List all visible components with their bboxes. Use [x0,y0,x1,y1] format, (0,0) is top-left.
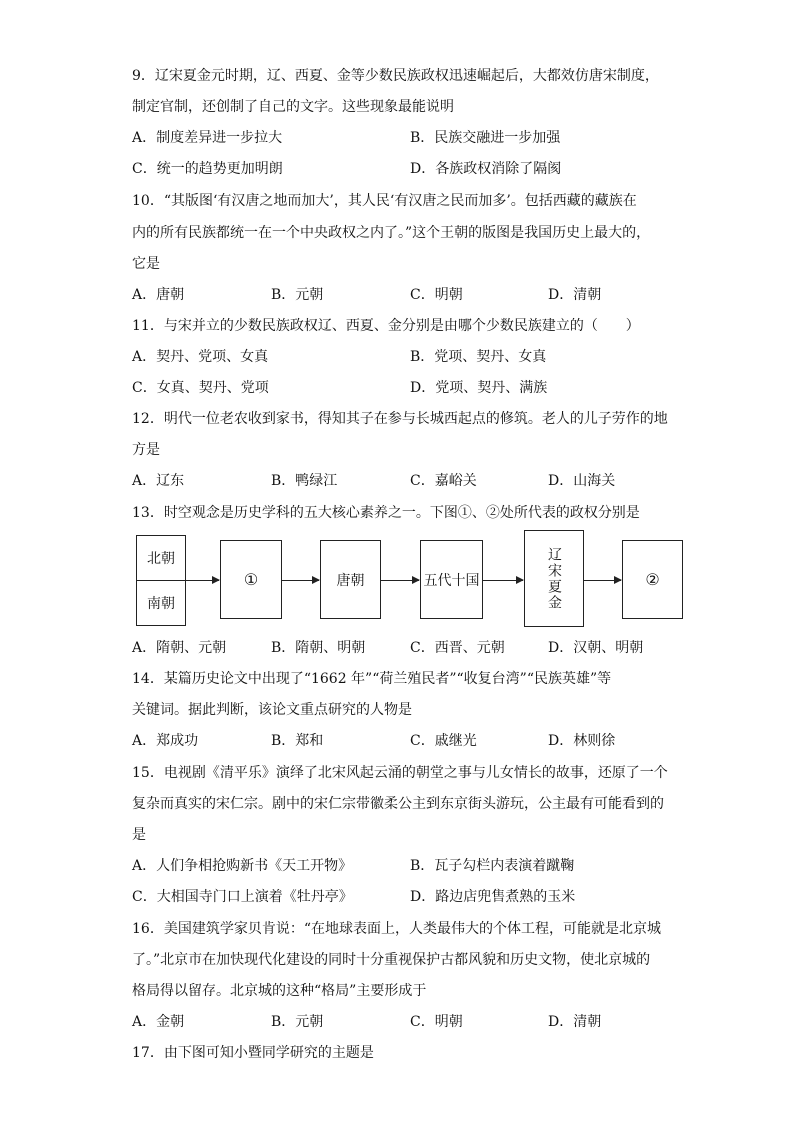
q15-stem-line2: 复杂而真实的宋仁宗。剧中的宋仁宗带徽柔公主到东京街头游玩，公主最有可能看到的 [132,796,664,812]
box-liao-song-xia-jin-label: 辽宋夏金 [546,546,562,611]
q14-option-b[interactable]: B．郑和 [271,733,324,749]
q10-option-d[interactable]: D．清朝 [548,287,602,303]
arrow-right-icon [483,580,523,581]
box-liao-song-xia-jin [524,530,584,627]
q13-option-d[interactable]: D．汉朝、明朝 [548,640,644,656]
q16-option-c[interactable]: C．明朝 [410,1014,463,1030]
q16-option-b[interactable]: B．元朝 [271,1014,324,1030]
q11-option-d[interactable]: D．党项、契丹、满族 [410,380,548,396]
north-south-dynasties-box [136,535,186,626]
q11-option-b[interactable]: B．党项、契丹、女真 [410,349,547,365]
q12-stem-line1: 12．明代一位老农收到家书，得知其子在参与长城西起点的修筑。老人的儿子劳作的地 [132,411,668,427]
q9-option-c[interactable]: C．统一的趋势更加明朗 [132,161,283,177]
box-northern-dynasties: 北朝 [147,551,175,567]
q11-stem-line1: 11．与宋并立的少数民族政权辽、西夏、金分别是由哪个少数民族建立的（ ） [132,318,640,334]
q10-option-c[interactable]: C．明朝 [410,287,463,303]
q16-option-d[interactable]: D．清朝 [548,1014,602,1030]
box-southern-dynasties: 南朝 [147,596,175,612]
q12-stem-line2: 方是 [132,442,160,458]
q15-option-c[interactable]: C．大相国寺门口上演着《牡丹亭》 [132,889,353,905]
q13-option-c[interactable]: C．西晋、元朝 [410,640,505,656]
arrow-right-icon [186,580,219,581]
q15-option-a[interactable]: A．人们争相抢购新书《天工开物》 [132,858,353,874]
q9-option-b[interactable]: B．民族交融进一步加强 [410,130,561,146]
q16-stem-line2: 了。”北京市在加快现代化建设的同时十分重视保护古都风貌和历史文物，使北京城的 [132,952,651,968]
q9-option-d[interactable]: D．各族政权消除了隔阂 [410,161,562,177]
q15-stem-line1: 15．电视剧《清平乐》演绎了北宋风起云涌的朝堂之事与儿女情长的故事，还原了一个 [132,765,668,781]
q11-option-a[interactable]: A．契丹、党项、女真 [132,349,269,365]
arrow-right-icon [381,580,419,581]
q15-option-d[interactable]: D．路边店兜售煮熟的玉米 [410,889,576,905]
q10-stem-line1: 10．“其版图‘有汉唐之地而加大’，其人民‘有汉唐之民而加多’。包括西藏的藏族在 [132,193,637,209]
q13-option-a[interactable]: A．隋朝、元朝 [132,640,227,656]
q14-stem-line1: 14．某篇历史论文中出现了“1662 年”“荷兰殖民者”“收复台湾”“民族英雄”等 [132,671,612,687]
arrow-right-icon [584,580,621,581]
box-tang-dynasty: 唐朝 [320,540,381,619]
box-blank-2: ② [622,540,683,619]
q10-stem-line3: 它是 [132,256,160,272]
q15-stem-line3: 是 [132,827,146,843]
arrow-right-icon [282,580,319,581]
q10-option-b[interactable]: B．元朝 [271,287,324,303]
q16-stem-line3: 格局得以留存。北京城的这种“格局”主要形成于 [132,983,427,999]
q11-option-c[interactable]: C．女真、契丹、党项 [132,380,269,396]
q13-option-b[interactable]: B．隋朝、明朝 [271,640,366,656]
box-five-dynasties: 五代十国 [420,540,483,619]
q16-stem-line1: 16．美国建筑学家贝肯说：“在地球表面上，人类最伟大的个体工程，可能就是北京城 [132,921,661,937]
q14-option-c[interactable]: C．戚继光 [410,733,477,749]
q9-stem-line2: 制定官制，还创制了自己的文字。这些现象最能说明 [132,99,454,115]
q14-option-d[interactable]: D．林则徐 [548,733,616,749]
q14-option-a[interactable]: A．郑成功 [132,733,199,749]
box-blank-1: ① [220,540,282,619]
q10-stem-line2: 内的所有民族都统一在一个中央政权之内了。”这个王朝的版图是我国历史上最大的， [132,225,651,241]
q16-option-a[interactable]: A．金朝 [132,1014,185,1030]
q15-option-b[interactable]: B．瓦子勾栏内表演着蹴鞠 [410,858,575,874]
q12-option-a[interactable]: A．辽东 [132,473,185,489]
q17-stem-line1: 17．由下图可知小暨同学研究的主题是 [132,1045,374,1061]
q12-option-d[interactable]: D．山海关 [548,473,616,489]
q12-option-b[interactable]: B．鸭绿江 [271,473,338,489]
q14-stem-line2: 关键词。据此判断，该论文重点研究的人物是 [132,702,412,718]
q9-stem-line1: 9．辽宋夏金元时期，辽、西夏、金等少数民族政权迅速崛起后，大都效仿唐宋制度， [132,68,659,84]
q12-option-c[interactable]: C．嘉峪关 [410,473,477,489]
q10-option-a[interactable]: A．唐朝 [132,287,185,303]
q9-option-a[interactable]: A．制度差异进一步拉大 [132,130,283,146]
q13-stem-line1: 13．时空观念是历史学科的五大核心素养之一。下图①、②处所代表的政权分别是 [132,505,640,521]
